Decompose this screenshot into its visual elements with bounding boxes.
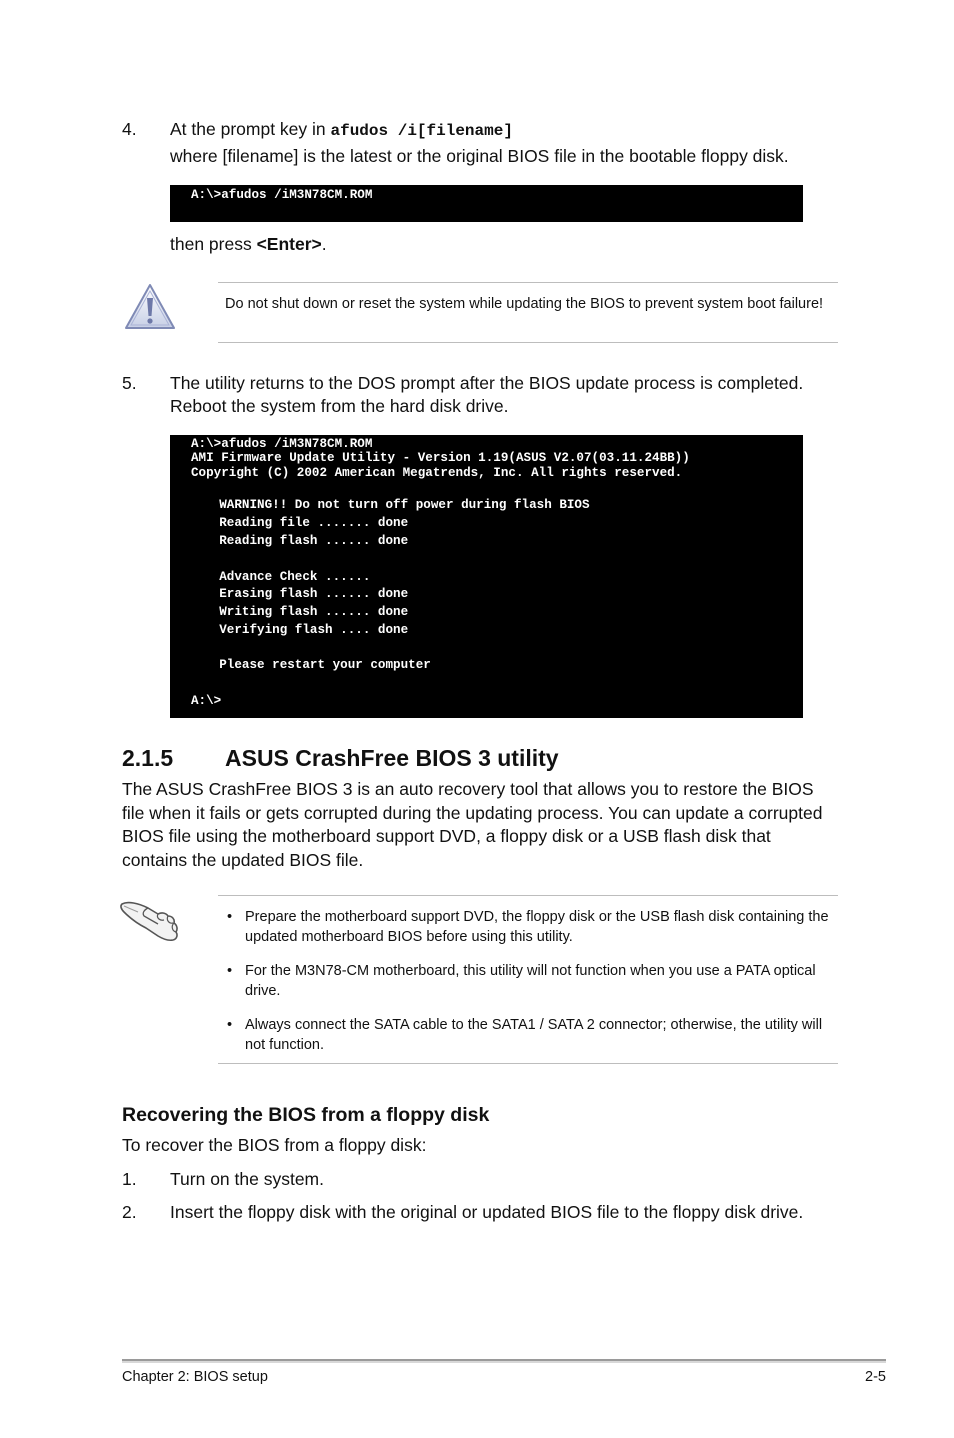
step4-instruction	[170, 118, 850, 143]
step4-terminal	[170, 185, 803, 222]
terminal-line: Please restart your computer	[189, 658, 431, 672]
bullet: •	[227, 909, 233, 925]
step4-number: 4.	[122, 119, 137, 139]
bullet: •	[227, 1017, 233, 1033]
press-lead: then press	[170, 234, 257, 254]
terminal-line: Reading file ....... done	[189, 516, 409, 530]
note-top-rule	[218, 895, 838, 896]
note-item	[227, 1015, 837, 1059]
step5-terminal	[170, 435, 803, 718]
recover-step-number: 1.	[122, 1169, 137, 1189]
terminal-line: A:\>	[191, 694, 222, 708]
note-item-text: For the M3N78-CM motherboard, this utility will not function when you use a PATA optical drive.	[245, 963, 816, 999]
warning-triangle-icon	[123, 282, 177, 332]
warning-text: Do not shut down or reset the system while updating the BIOS to prevent system boot failure!	[225, 296, 824, 312]
note-item	[227, 961, 837, 1005]
bullet: •	[227, 963, 233, 979]
recover-step-text: Insert the floppy disk with the original or updated BIOS file to the floppy disk drive.	[170, 1202, 804, 1222]
step4-command: afudos /i[filename]	[330, 122, 513, 140]
terminal-line: Erasing flash ...... done	[189, 587, 409, 601]
press-end: .	[321, 234, 327, 254]
step4-lead: At the prompt key in	[170, 119, 331, 139]
footer-rule-light	[122, 1361, 886, 1363]
footer-chapter: Chapter 2: BIOS setup	[122, 1369, 268, 1385]
press-enter-line	[170, 233, 327, 256]
note-item-text: Always connect the SATA cable to the SATA1 / SATA 2 connector; otherwise, the utility will not function.	[245, 1017, 823, 1053]
terminal-line: Reading flash ...... done	[189, 534, 409, 548]
recover-step-number: 2.	[122, 1202, 137, 1222]
terminal-line: Writing flash ...... done	[189, 605, 409, 619]
pointing-hand-icon	[118, 894, 182, 944]
recover-step-text: Turn on the system.	[170, 1169, 324, 1189]
recover-intro: To recover the BIOS from a floppy disk:	[122, 1135, 427, 1155]
terminal-line: A:\>afudos /iM3N78CM.ROM	[191, 188, 373, 202]
section-number: 2.1.5	[122, 745, 174, 771]
terminal-line: A:\>afudos /iM3N78CM.ROM	[191, 437, 373, 451]
note-item-text: Prepare the motherboard support DVD, the floppy disk or the USB flash disk containing the updated motherboard BIOS before using this utility.	[245, 909, 829, 945]
section-title: ASUS CrashFree BIOS 3 utility	[225, 745, 559, 771]
section-intro: The ASUS CrashFree BIOS 3 is an auto recovery tool that allows you to restore the BIOS file when it fails or gets corrupted during the updating process. You can update a corrupted BIOS file using the motherboard support DVD, a floppy disk or a USB flash disk that contains the updated BIOS file.	[122, 779, 823, 870]
footer-page-number: 2-5	[865, 1369, 886, 1385]
subsection-heading: Recovering the BIOS from a floppy disk	[122, 1104, 490, 1126]
terminal-line: WARNING!! Do not turn off power during flash BIOS	[189, 498, 590, 512]
terminal-line: Verifying flash .... done	[189, 623, 409, 637]
step5-text: The utility returns to the DOS prompt after the BIOS update process is completed. Reboot the system from the hard disk drive.	[170, 373, 804, 416]
enter-key: <Enter>	[256, 234, 322, 254]
warning-top-rule	[218, 282, 838, 283]
note-bottom-rule	[218, 1063, 838, 1064]
terminal-line: AMI Firmware Update Utility - Version 1.19(ASUS V2.07(03.11.24BB))	[191, 451, 690, 465]
terminal-line: Advance Check ......	[189, 570, 371, 584]
note-item	[227, 907, 837, 951]
warning-bottom-rule	[218, 342, 838, 343]
step4-description: where [filename] is the latest or the original BIOS file in the bootable floppy disk.	[170, 146, 789, 166]
step5-number: 5.	[122, 373, 137, 393]
terminal-line: Copyright (C) 2002 American Megatrends, Inc. All rights reserved.	[191, 466, 683, 480]
